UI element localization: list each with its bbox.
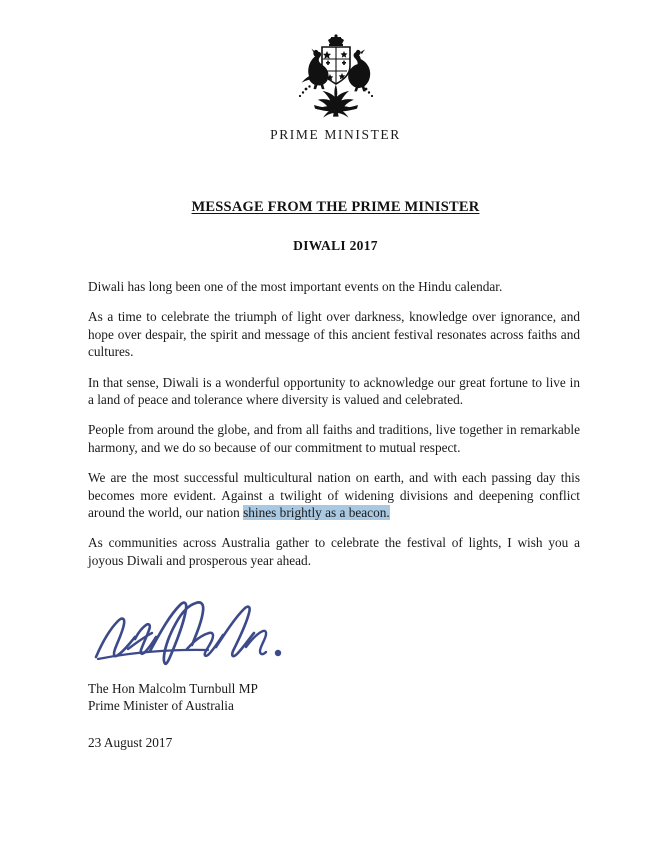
body-paragraph: In that sense, Diwali is a wonderful opportunity to acknowledge our great fortune to live in a land of peace and tolerance where diversity is valued and celebrated. xyxy=(88,374,580,408)
letter-body xyxy=(0,254,671,569)
body-paragraph: As a time to celebrate the triumph of light over darkness, knowledge over ignorance, and hope over despair, the spirit and message of this ancient festival resonates across faiths and cultures. xyxy=(88,309,580,360)
body-paragraph: Diwali has long been one of the most important events on the Hindu calendar. xyxy=(88,279,503,294)
letterhead-title: PRIME MINISTER xyxy=(270,127,401,142)
letter-date: 23 August 2017 xyxy=(88,735,173,751)
handwritten-signature-icon xyxy=(88,591,288,675)
page-title: MESSAGE FROM THE PRIME MINISTER xyxy=(191,199,480,215)
body-paragraph-with-selection xyxy=(88,469,580,521)
letterhead xyxy=(0,0,671,143)
signatory-role: Prime Minister of Australia xyxy=(88,698,234,714)
signatory-name: The Hon Malcolm Turnbull MP xyxy=(88,681,258,697)
signature-block xyxy=(0,675,671,714)
australian-coat-of-arms-icon xyxy=(284,34,388,118)
body-paragraph: As communities across Australia gather to celebrate the festival of lights, I wish you a joyous Diwali and prosperous year ahead. xyxy=(88,535,580,568)
selected-text-highlight[interactable]: shines brightly as a beacon. xyxy=(243,505,390,521)
paragraph-text-before-selection: We are the most successful multicultural nation on earth, and with each passing day this becomes more evident. Against a twilight of widening divisions and deepening conflict around the world, our nation xyxy=(88,470,580,521)
signature-area xyxy=(0,569,671,675)
page-subtitle: DIWALI 2017 xyxy=(293,238,378,253)
body-paragraph: People from around the globe, and from all faiths and traditions, live together in remarkable harmony, and we do so because of our commitment to mutual respect. xyxy=(88,422,580,455)
